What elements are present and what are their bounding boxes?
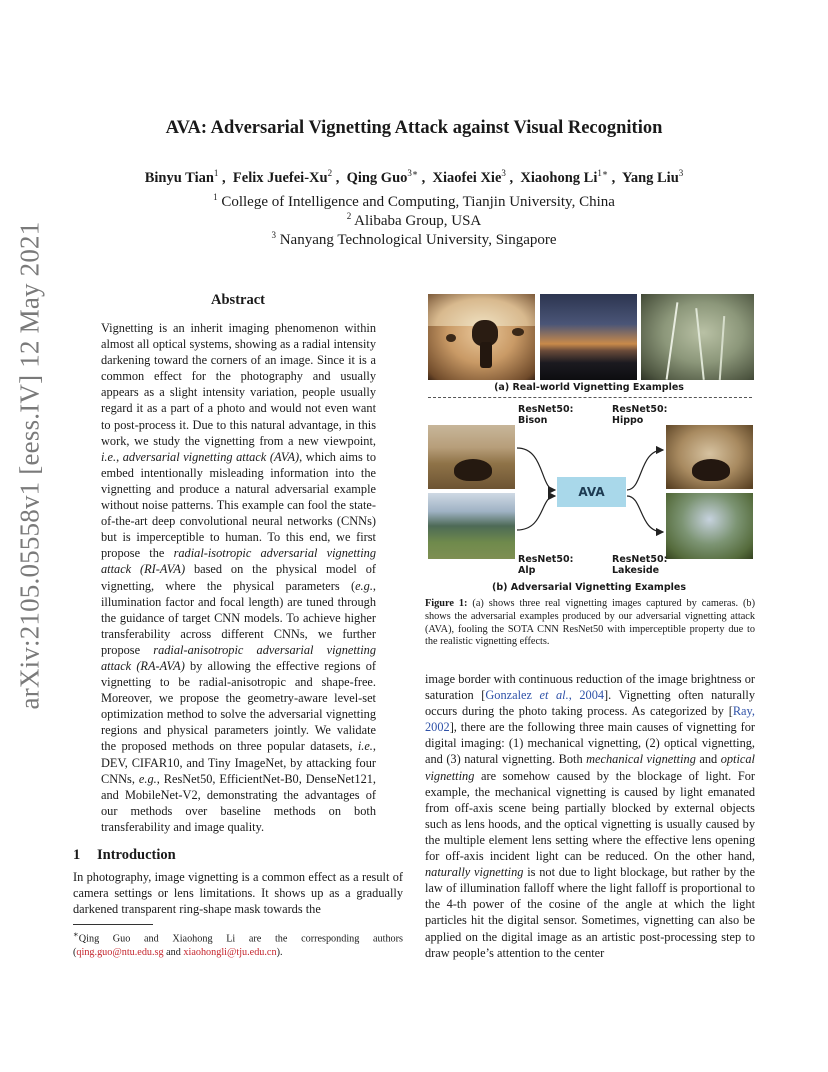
photo-bison-vignette xyxy=(428,294,535,380)
abstract-body: Vignetting is an inherit imaging phenomenon within almost all optical systems, showing as a radial intensity darkening toward the corners of an image. Since it is a common effect for the photography and usually appears as a slight intensity variation, people usually regard it as a part of a photo and would not even want to post-process it. Due to this natural advantage, in this work, we study the vignetting from a new viewpoint, i.e., adversarial vignetting attack (AVA), which aims to embed intentionally misleading information into the vignetting and produce a natural adversarial example without noise patterns. This example can fool the state-of-the-art deep convolutional neural networks (CNNs) but is imperceptible to human. To this end, we first propose the radial-isotropic adversarial vignetting attack (RI-AVA) based on the physical model of vignetting, where the physical parameters (e.g., illumination factor and focal length) are tuned through the guidance of target CNN models. To achieve higher transferability across different CNNs, we further propose radial-anisotropic adversarial vignetting attack (RA-AVA) by allowing the effective regions of vignetting to be radial-anisotropic and shape-free. Moreover, we propose the geometry-aware level-set optimization method to solve the adversarial vignetting regions and physical parameters jointly. We validate the proposed methods on three popular datasets, i.e., DEV, CIFAR10, and Tiny ImageNet, by attacking four CNNs, e.g., ResNet50, EfficientNet-B0, DenseNet121, and MobileNet-V2, demonstrating the advantages of our methods over baseline methods on both transferability and image quality. xyxy=(101,321,377,834)
label-resnet-bison: ResNet50: Bison xyxy=(518,404,574,426)
email-link-2[interactable]: xiaohongli@tju.edu.cn xyxy=(183,946,277,958)
intro-body: In photography, image vignetting is a common effect as a result of camera settings or lens limitations. It shows up as a gradually darkened transparent ring-shape mask towards the xyxy=(73,870,403,917)
arxiv-stamp xyxy=(4,221,56,710)
arrow-out-bottom xyxy=(627,496,663,532)
abstract-heading: Abstract xyxy=(211,292,265,308)
affiliation-2: $^2$ Alibaba Group, USA xyxy=(346,211,482,229)
label-resnet-hippo: ResNet50: Hippo xyxy=(612,404,668,426)
photo-bison-adversarial xyxy=(666,425,753,489)
label-resnet-lakeside: ResNet50: Lakeside xyxy=(612,554,668,576)
arrow-in-top xyxy=(517,448,555,490)
arxiv-stamp-text: arXiv:2105.05558v1 [eess.IV] 12 May 2021 xyxy=(14,221,45,710)
citation-gonzalez[interactable]: Gonzalez et al., 2004 xyxy=(485,688,605,703)
footnote: ∗Qing Guo and Xiaohong Li are the corresponding authors (qing.guo@ntu.edu.sg and xiaohongli@tju.edu.cn). xyxy=(73,929,403,958)
affiliation-3: $^3$ Nanyang Technological University, Singapore xyxy=(271,230,557,248)
citation-ray[interactable]: Ray, 2002 xyxy=(425,704,755,735)
email-link-1[interactable]: qing.guo@ntu.edu.sg xyxy=(76,946,164,958)
author-1: Binyu Tian$^1$ xyxy=(144,168,219,186)
right-column-body: image border with continuous reduction of the image brightness or saturation [Gonzalez et al., 2004]. Vignetting often naturally occurs during the photo taking process. As categorized by [Ray, 2002], there are the following three main causes of vignetting for digital imaging: (1) mechanical vignetting, (2) optical vignetting, and (3) natural vignetting. Both mechanical vignetting and optical vignetting are somehow caused by the blockage of light. For example, the mechanical vignetting is caused by light emanated from off-axis scene being partially blocked by external objects such as lens hoods, and the optical vignetting is usually caused by the multiple element lens setting where the effective lens opening for off-axis incident light can be reduced. On the other hand, naturally vignetting is not due to light blockage, but rather by the law of illumination falloff where the light falloff is proportional to the 4-th power of the cosine of the angle at which the light particles hit the digital sensor. Sometimes, vignetting can also be applied on the digital image as an artistic post-processing step to draw people’s attention to the center xyxy=(425,672,756,960)
author-list: Binyu Tian$^1$ , Felix Juefei-Xu$^2$ , Qing Guo$^{3∗}$ , Xiaofei Xie$^3$ , Xiaohong $Li^{1∗}$ , Yang Liu$^3$ xyxy=(144,168,684,186)
author-3: Qing Guo$^{3∗}$ xyxy=(346,168,419,186)
photo-lakeside-adversarial xyxy=(666,493,753,559)
arrow-in-bottom xyxy=(517,496,555,530)
photo-sunset-vignette xyxy=(540,294,637,380)
paper-title: AVA: Adversarial Vignetting Attack against Visual Recognition xyxy=(165,118,663,138)
figure-1-caption: Figure 1: (a) shows three real vignetting images captured by cameras. (b) shows the adversarial examples produced by our adversarial vignetting attack (AVA), fooling the SOTA CNN ResNet50 with imperceptible property due to the realistic vignetting effects. xyxy=(425,598,755,648)
affiliation-1: $^1$ College of Intelligence and Computing, Tianjin University, China xyxy=(213,192,615,210)
author-2: Felix Juefei-Xu$^2$ xyxy=(232,168,333,186)
photo-alp-original xyxy=(428,493,515,559)
author-4: Xiaofei Xie$^3$ xyxy=(432,168,506,186)
figure-divider xyxy=(428,397,752,398)
label-resnet-alp: ResNet50: Alp xyxy=(518,554,574,576)
author-6: Yang Liu$^3$ xyxy=(621,168,684,186)
author-5: Xiaohong $Li^{1∗}$ xyxy=(520,168,608,186)
arrow-out-top xyxy=(627,450,663,490)
photo-flowers-vignette xyxy=(641,294,754,380)
footnote-rule xyxy=(73,924,153,925)
figure-caption-a: (a) Real-world Vignetting Examples xyxy=(494,382,684,393)
ava-box: AVA xyxy=(557,477,626,507)
figure-caption-b: (b) Adversarial Vignetting Examples xyxy=(492,582,686,593)
section-heading-introduction: 1 Introduction xyxy=(73,847,176,863)
photo-bison-original xyxy=(428,425,515,489)
